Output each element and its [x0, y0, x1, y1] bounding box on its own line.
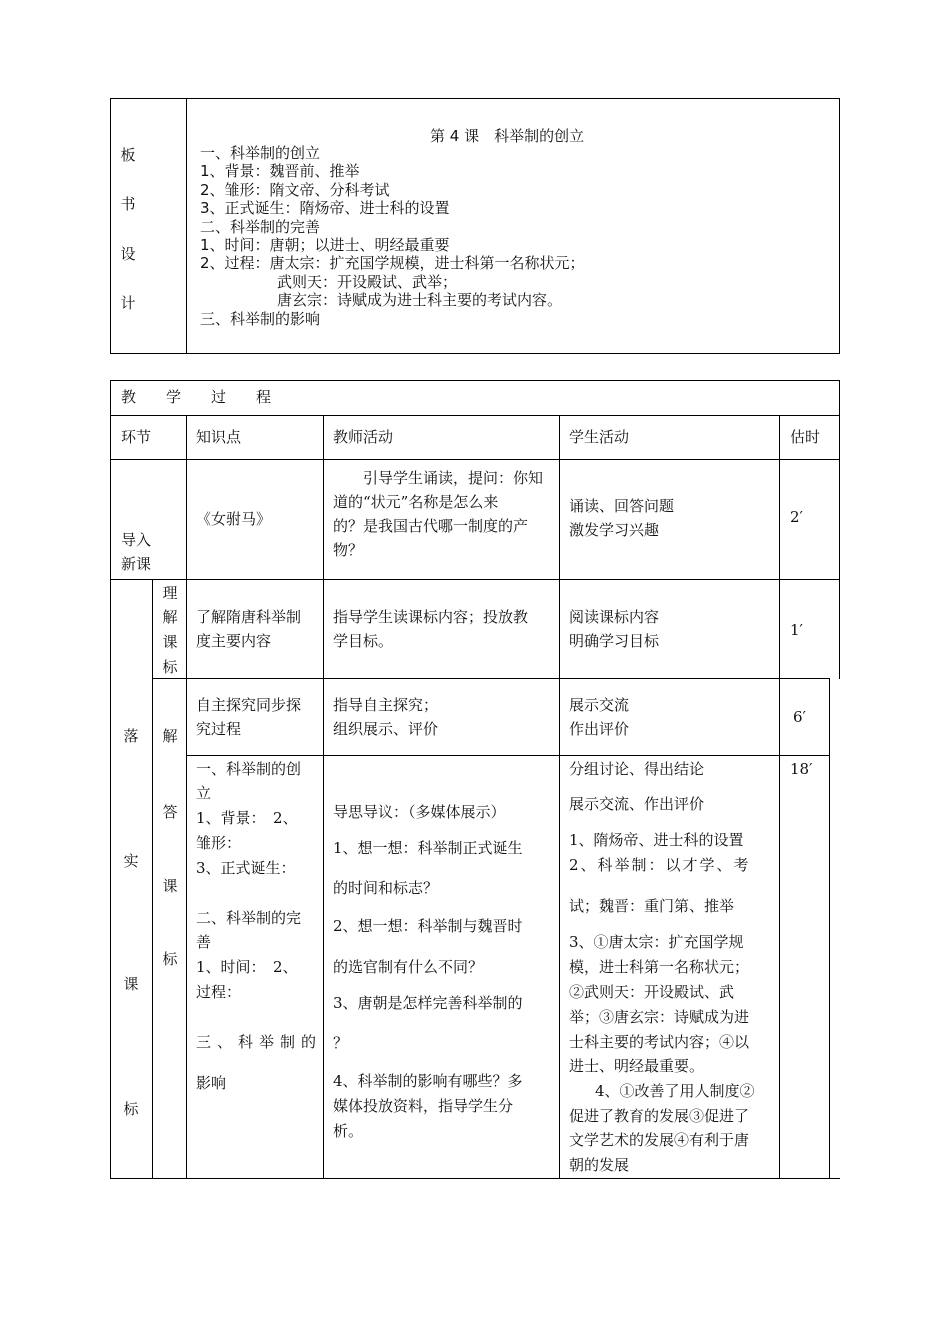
selfstudy-knowledge-line: 自主探究同步探 [196, 696, 302, 714]
luoshi-char: 标 [123, 1100, 139, 1118]
understand-knowledge-line: 度主要内容 [196, 632, 272, 650]
board-line: 2、过程：唐太宗：扩充国学规模，进士科第一名称状元； [200, 254, 585, 273]
stage-intro-2: 新课 [121, 555, 152, 573]
understand-teacher-line: 指导学生读课标内容；投放教 [333, 608, 529, 626]
answer-char: 标 [162, 950, 178, 968]
selfstudy-teacher-line: 组织展示、评价 [333, 720, 439, 738]
column-header-teacher: 教师活动 [333, 428, 394, 446]
intro-teacher-line: 道的“状元”名称是怎么来 [333, 493, 499, 511]
selfstudy-student-line: 作出评价 [569, 720, 630, 738]
board-line: 二、科举制的完善 [200, 217, 321, 236]
board-line: 三、科举制的影响 [200, 309, 321, 328]
understand-time: 1′ [790, 621, 803, 639]
main-time: 18′ [790, 760, 813, 778]
understand-char: 标 [162, 658, 178, 676]
answer-char: 解 [162, 727, 178, 745]
intro-student-line: 激发学习兴趣 [569, 521, 660, 539]
understand-student-line: 明确学习目标 [569, 632, 660, 650]
luoshi-char: 课 [123, 975, 139, 993]
answer-char: 答 [162, 803, 178, 821]
board-line: 1、时间：唐朝；以进士、明经最重要 [200, 236, 450, 255]
board-line: 2、雏形：隋文帝、分科考试 [200, 180, 390, 199]
board-line: 1、背景：魏晋前、推举 [200, 162, 360, 181]
board-line: 3、正式诞生：隋炀帝、进士科的设置 [200, 199, 450, 218]
selfstudy-time: 6′ [793, 708, 806, 726]
board-side-label-4: 计 [120, 294, 136, 312]
board-line: 武则天：开设殿试、武举； [277, 272, 458, 291]
intro-teacher-line: 物？ [333, 541, 364, 559]
intro-teacher-line: 引导学生诵读，提问：你知 [363, 469, 544, 487]
understand-knowledge-line: 了解隋唐科举制 [196, 608, 302, 626]
intro-knowledge: 《女驸马》 [196, 510, 272, 528]
selfstudy-teacher-line: 指导自主探究； [333, 696, 439, 714]
luoshi-char: 落 [123, 727, 139, 745]
understand-char: 课 [162, 633, 178, 651]
understand-student-line: 阅读课标内容 [569, 608, 660, 626]
lesson-title: 第 4 课 科举制的创立 [430, 127, 585, 145]
selfstudy-student-line: 展示交流 [569, 696, 630, 714]
board-side-label-3: 设 [120, 245, 136, 263]
column-header-stage: 环节 [121, 428, 152, 446]
understand-teacher-line: 学目标。 [333, 632, 394, 650]
understand-char: 理 [162, 584, 178, 602]
column-header-knowledge: 知识点 [196, 428, 242, 446]
column-header-student: 学生活动 [569, 428, 630, 446]
luoshi-char: 实 [123, 852, 139, 870]
board-side-label-1: 板 [120, 146, 136, 164]
board-line: 一、科举制的创立 [200, 144, 321, 162]
stage-intro-1: 导入 [121, 531, 152, 549]
process-header: 教 学 过 程 [121, 388, 272, 406]
intro-teacher-line: 的？是我国古代哪一制度的产 [333, 517, 529, 535]
intro-time: 2′ [790, 508, 803, 526]
answer-char: 课 [162, 877, 178, 895]
selfstudy-knowledge-line: 究过程 [196, 720, 242, 738]
understand-char: 解 [162, 608, 178, 626]
board-line: 唐玄宗：诗赋成为进士科主要的考试内容。 [277, 291, 563, 310]
column-header-time: 估时 [790, 428, 821, 446]
board-side-label-2: 书 [120, 195, 136, 213]
intro-student-line: 诵读、回答问题 [569, 497, 675, 515]
